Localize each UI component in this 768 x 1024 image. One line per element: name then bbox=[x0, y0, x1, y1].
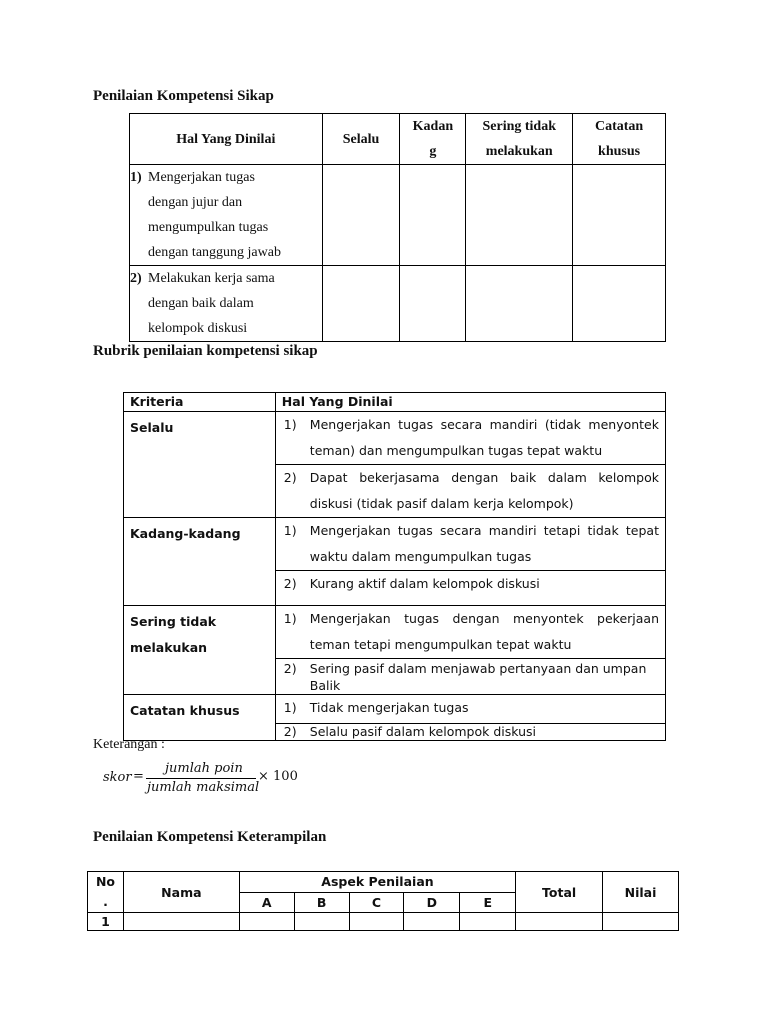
header-aspek-c: C bbox=[349, 892, 404, 913]
criteria-sering-tidak-melakukan bbox=[124, 606, 276, 695]
criteria-catatan-khusus: Catatan khusus bbox=[124, 695, 276, 741]
item-text: Kurang aktif dalam kelompok diskusi bbox=[309, 576, 540, 591]
item-text: Mengerjakan tugas dengan menyontek pekerjaan teman tetapi mengumpulkan tepat waktu bbox=[309, 611, 659, 652]
rubrik-item bbox=[275, 606, 665, 659]
item-number: 2) bbox=[283, 576, 297, 591]
criteria-line: Sering tidak bbox=[130, 614, 217, 629]
item-number: 2) bbox=[283, 470, 297, 485]
header-aspek-a: A bbox=[239, 892, 294, 913]
cell-empty bbox=[400, 165, 466, 266]
item-text: Dapat bekerjasama dengan baik dalam kelompok diskusi (tidak pasif dalam kerja kelompok) bbox=[309, 470, 659, 511]
table-row bbox=[130, 266, 666, 342]
cell-empty bbox=[516, 913, 603, 931]
section-heading-keterampilan: Penilaian Kompetensi Keterampilan bbox=[93, 829, 327, 845]
rubrik-item bbox=[275, 659, 665, 695]
header-aspek-d: D bbox=[404, 892, 460, 913]
header-aspek-b: B bbox=[294, 892, 349, 913]
header-sering-line1: Sering tidak bbox=[482, 119, 556, 134]
item-text: Sering pasif dalam menjawab pertanyaan dan umpan Balik bbox=[309, 661, 647, 693]
rubrik-item bbox=[275, 571, 665, 606]
fraction-bar bbox=[146, 778, 256, 779]
item-number: 1) bbox=[283, 611, 297, 626]
cell-empty bbox=[603, 913, 679, 931]
rubrik-item bbox=[275, 412, 665, 465]
formula-multiplier: × 100 bbox=[258, 769, 298, 784]
section-heading-rubrik: Rubrik penilaian kompetensi sikap bbox=[93, 343, 318, 359]
cell-empty bbox=[239, 913, 294, 931]
header-aspek-e: E bbox=[460, 892, 516, 913]
item-number: 2) bbox=[283, 724, 297, 739]
header-selalu: Selalu bbox=[322, 114, 400, 165]
cell-empty bbox=[322, 165, 400, 266]
keterampilan-header-row bbox=[88, 872, 679, 893]
table-row bbox=[124, 412, 666, 465]
cell-empty bbox=[466, 266, 573, 342]
header-catatan-khusus bbox=[573, 114, 666, 165]
item-line: kelompok diskusi bbox=[148, 321, 248, 336]
table-row bbox=[130, 165, 666, 266]
header-sering-tidak bbox=[466, 114, 573, 165]
rubrik-table-header-row bbox=[124, 393, 666, 412]
item-line: mengumpulkan tugas bbox=[148, 220, 269, 235]
table-row bbox=[88, 913, 679, 931]
item-text: Mengerjakan tugas secara mandiri (tidak menyontek teman) dan mengumpulkan tugas tepat waktu bbox=[309, 417, 659, 458]
row-number: 1 bbox=[88, 913, 124, 931]
header-catatan-line1: Catatan bbox=[594, 119, 644, 134]
rubrik-item bbox=[275, 465, 665, 518]
cell-empty bbox=[466, 165, 573, 266]
rubrik-item bbox=[275, 695, 665, 724]
table-row bbox=[124, 518, 666, 571]
cell-empty bbox=[573, 165, 666, 266]
keterangan-label: Keterangan : bbox=[93, 737, 165, 752]
item-line: Mengerjakan tugas bbox=[148, 170, 255, 185]
item-text: Tidak mengerjakan tugas bbox=[309, 700, 469, 715]
header-kadang bbox=[400, 114, 466, 165]
header-hal-yang-dinilai: Hal Yang Dinilai bbox=[130, 114, 323, 165]
score-formula bbox=[103, 760, 303, 800]
table-row bbox=[124, 695, 666, 724]
header-kadang-line1: Kadan bbox=[412, 119, 454, 134]
formula-lhs: skor bbox=[103, 770, 132, 785]
header-catatan-line2: khusus bbox=[598, 144, 641, 159]
sikap-table bbox=[129, 113, 666, 342]
header-kriteria: Kriteria bbox=[124, 393, 276, 412]
header-kadang-line2: g bbox=[429, 144, 437, 159]
table-row bbox=[124, 606, 666, 659]
item-line: Melakukan kerja sama bbox=[148, 271, 275, 286]
item-number: 2) bbox=[130, 271, 142, 286]
sikap-item-2 bbox=[130, 266, 323, 342]
header-no-line2: . bbox=[103, 894, 108, 909]
item-text: Mengerjakan tugas secara mandiri tetapi tidak tepat waktu dalam mengumpulkan tugas bbox=[309, 523, 659, 564]
rubrik-table bbox=[123, 392, 666, 741]
cell-empty bbox=[123, 913, 239, 931]
cell-empty bbox=[294, 913, 349, 931]
header-hal-yang-dinilai: Hal Yang Dinilai bbox=[275, 393, 665, 412]
item-number: 1) bbox=[283, 417, 297, 432]
header-nilai: Nilai bbox=[603, 872, 679, 913]
rubrik-item bbox=[275, 518, 665, 571]
formula-numerator: jumlah poin bbox=[165, 761, 243, 776]
header-no-line1: No bbox=[95, 874, 115, 889]
cell-empty bbox=[573, 266, 666, 342]
formula-denominator: jumlah maksimal bbox=[147, 780, 260, 795]
criteria-selalu: Selalu bbox=[124, 412, 276, 518]
header-nama: Nama bbox=[123, 872, 239, 913]
item-line: dengan jujur dan bbox=[148, 195, 243, 210]
cell-empty bbox=[404, 913, 460, 931]
criteria-kadang-kadang: Kadang-kadang bbox=[124, 518, 276, 606]
cell-empty bbox=[460, 913, 516, 931]
item-number: 2) bbox=[283, 661, 297, 676]
criteria-line: melakukan bbox=[130, 640, 208, 655]
section-heading-sikap: Penilaian Kompetensi Sikap bbox=[93, 88, 274, 104]
cell-empty bbox=[349, 913, 404, 931]
cell-empty bbox=[322, 266, 400, 342]
item-number: 1) bbox=[283, 523, 297, 538]
header-sering-line2: melakukan bbox=[485, 144, 553, 159]
formula-equals: = bbox=[133, 769, 144, 784]
keterampilan-table bbox=[87, 871, 679, 931]
header-no bbox=[88, 872, 124, 913]
cell-empty bbox=[400, 266, 466, 342]
header-aspek-penilaian: Aspek Penilaian bbox=[239, 872, 515, 893]
item-number: 1) bbox=[130, 170, 142, 185]
sikap-item-1 bbox=[130, 165, 323, 266]
sikap-table-header-row bbox=[130, 114, 666, 165]
item-line: dengan tanggung jawab bbox=[148, 245, 281, 260]
item-text: Selalu pasif dalam kelompok diskusi bbox=[309, 724, 537, 739]
header-total: Total bbox=[516, 872, 603, 913]
item-number: 1) bbox=[283, 700, 297, 715]
item-line: dengan baik dalam bbox=[148, 296, 254, 311]
rubrik-item bbox=[275, 724, 665, 741]
